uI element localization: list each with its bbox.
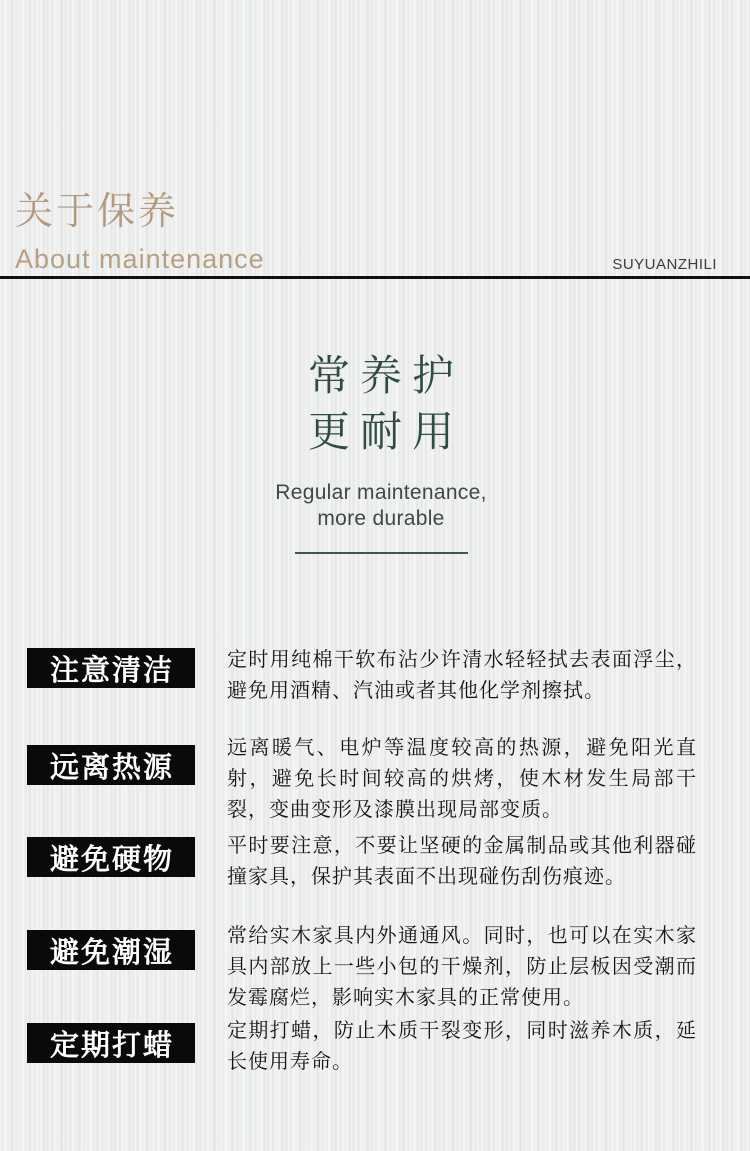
- hero-section: [0, 348, 750, 554]
- hero-subtitle: [0, 480, 750, 532]
- tip-label-heat: 远离热源: [27, 745, 195, 785]
- tip-row-heat: [27, 733, 697, 826]
- page-subtitle-en: About maintenance: [15, 243, 265, 274]
- tip-row-moisture: [27, 921, 697, 1014]
- header-divider: [0, 276, 750, 279]
- hero-heading-line2: 更耐用: [307, 408, 464, 455]
- hero-subtitle-line2: more durable: [317, 507, 445, 530]
- tip-text-hard-objects: 平时要注意，不要让坚硬的金属制品或其他利器碰撞家具，保护其表面不出现碰伤刮伤痕迹。: [227, 835, 697, 888]
- hero-heading: [0, 348, 750, 460]
- page-title: 关于保养: [15, 191, 180, 233]
- hero-subtitle-line1: Regular maintenance,: [275, 481, 487, 504]
- tip-row-waxing: [27, 1016, 697, 1078]
- header: [15, 190, 735, 275]
- tip-text-waxing: 定期打蜡，防止木质干裂变形，同时滋养木质，延长使用寿命。: [227, 1020, 697, 1073]
- tip-label-waxing: 定期打蜡: [27, 1023, 195, 1063]
- tip-row-hard-objects: [27, 831, 697, 893]
- tip-label-moisture: 避免潮湿: [27, 930, 195, 970]
- brand-text: SUYUANZHILI: [612, 255, 717, 273]
- hero-divider: [295, 552, 468, 554]
- tip-row-cleaning: [27, 645, 697, 707]
- tip-text-heat: 远离暖气、电炉等温度较高的热源，避免阳光直射，避免长时间较高的烘烤，使木材发生局部干裂，变曲变形及漆膜出现局部变质。: [227, 737, 697, 821]
- tip-label-cleaning: 注意清洁: [27, 648, 195, 688]
- tip-label-hard-objects: 避免硬物: [27, 837, 195, 877]
- hero-heading-line1: 常养护: [307, 352, 464, 399]
- tip-text-moisture: 常给实木家具内外通通风。同时，也可以在实木家具内部放上一些小包的干燥剂，防止层板因受潮而发霉腐烂，影响实木家具的正常使用。: [227, 925, 697, 1009]
- tip-text-cleaning: 定时用纯棉干软布沾少许清水轻轻拭去表面浮尘，避免用酒精、汽油或者其他化学剂擦拭。: [227, 649, 697, 702]
